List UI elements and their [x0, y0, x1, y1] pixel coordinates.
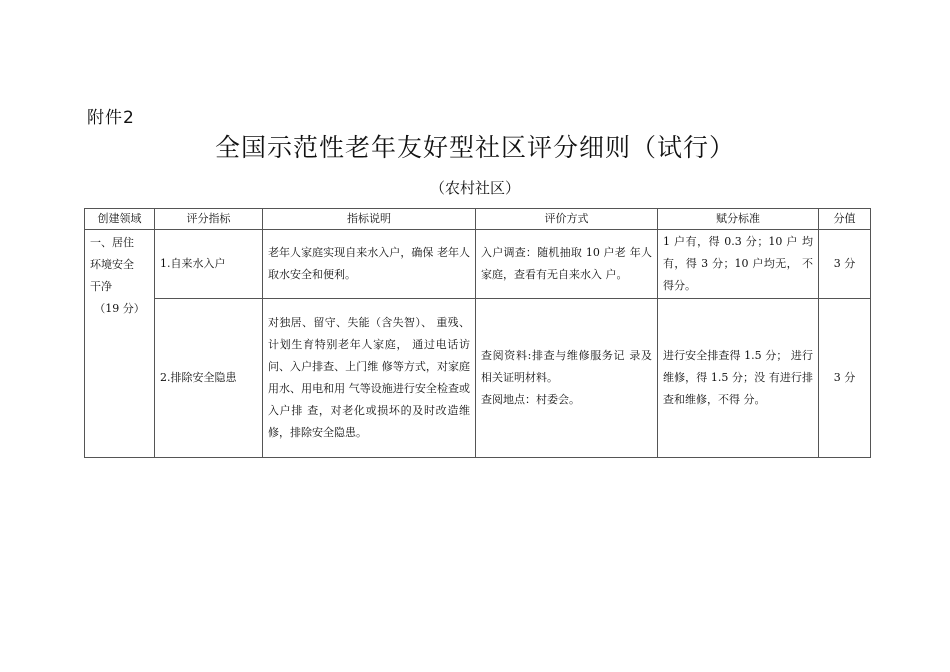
method-cell [476, 299, 658, 458]
domain-line: 一、居住 [90, 236, 134, 249]
score-cell: 3 分 [819, 230, 871, 299]
domain-points: （19 分） [94, 302, 145, 315]
document-subtitle: （农村社区） [429, 179, 520, 197]
table-row [85, 299, 871, 458]
description-cell: 老年人家庭实现自来水入户，确保 老年人取水安全和便利。 [263, 230, 476, 299]
method-location: 查阅地点：村委会。 [481, 393, 580, 406]
table-row [85, 230, 871, 299]
criteria-cell: 1 户有，得 0.3 分；10 户 均有，得 3 分；10 户均无， 不得分。 [658, 230, 819, 299]
header-description: 指标说明 [263, 209, 476, 230]
description-cell: 对独居、留守、失能（含失智）、 重残、计划生育特别老年人家庭， 通过电话访问、入户排查、上门维 修等方式，对家庭用水、用电和用 气等设施进行安全检查或入户排 查，对老化或损坏的及时改造维 修，排除安全隐患。 [263, 299, 476, 458]
table-header-row [85, 209, 871, 230]
header-score: 分值 [819, 209, 871, 230]
header-domain: 创建领域 [85, 209, 155, 230]
indicator-cell: 1.自来水入户 [155, 230, 263, 299]
method-text: 查阅资料:排查与维修服务记 录及相关证明材料。 [481, 349, 652, 384]
scoring-table [84, 208, 871, 458]
header-indicator: 评分指标 [155, 209, 263, 230]
header-criteria: 赋分标准 [658, 209, 819, 230]
attachment-label: 附件2 [87, 108, 135, 128]
criteria-cell: 进行安全排查得 1.5 分； 进行维修，得 1.5 分；没 有进行排查和维修，不得 分。 [658, 299, 819, 458]
domain-cell [85, 230, 155, 458]
domain-line: 干净 [90, 280, 112, 293]
score-cell: 3 分 [819, 299, 871, 458]
header-method: 评价方式 [476, 209, 658, 230]
domain-line: 环境安全 [90, 258, 134, 271]
method-cell: 入户调查：随机抽取 10 户老 年人家庭，查看有无自来水入 户。 [476, 230, 658, 299]
document-title: 全国示范性老年友好型社区评分细则（试行） [214, 133, 735, 162]
indicator-cell: 2.排除安全隐患 [155, 299, 263, 458]
